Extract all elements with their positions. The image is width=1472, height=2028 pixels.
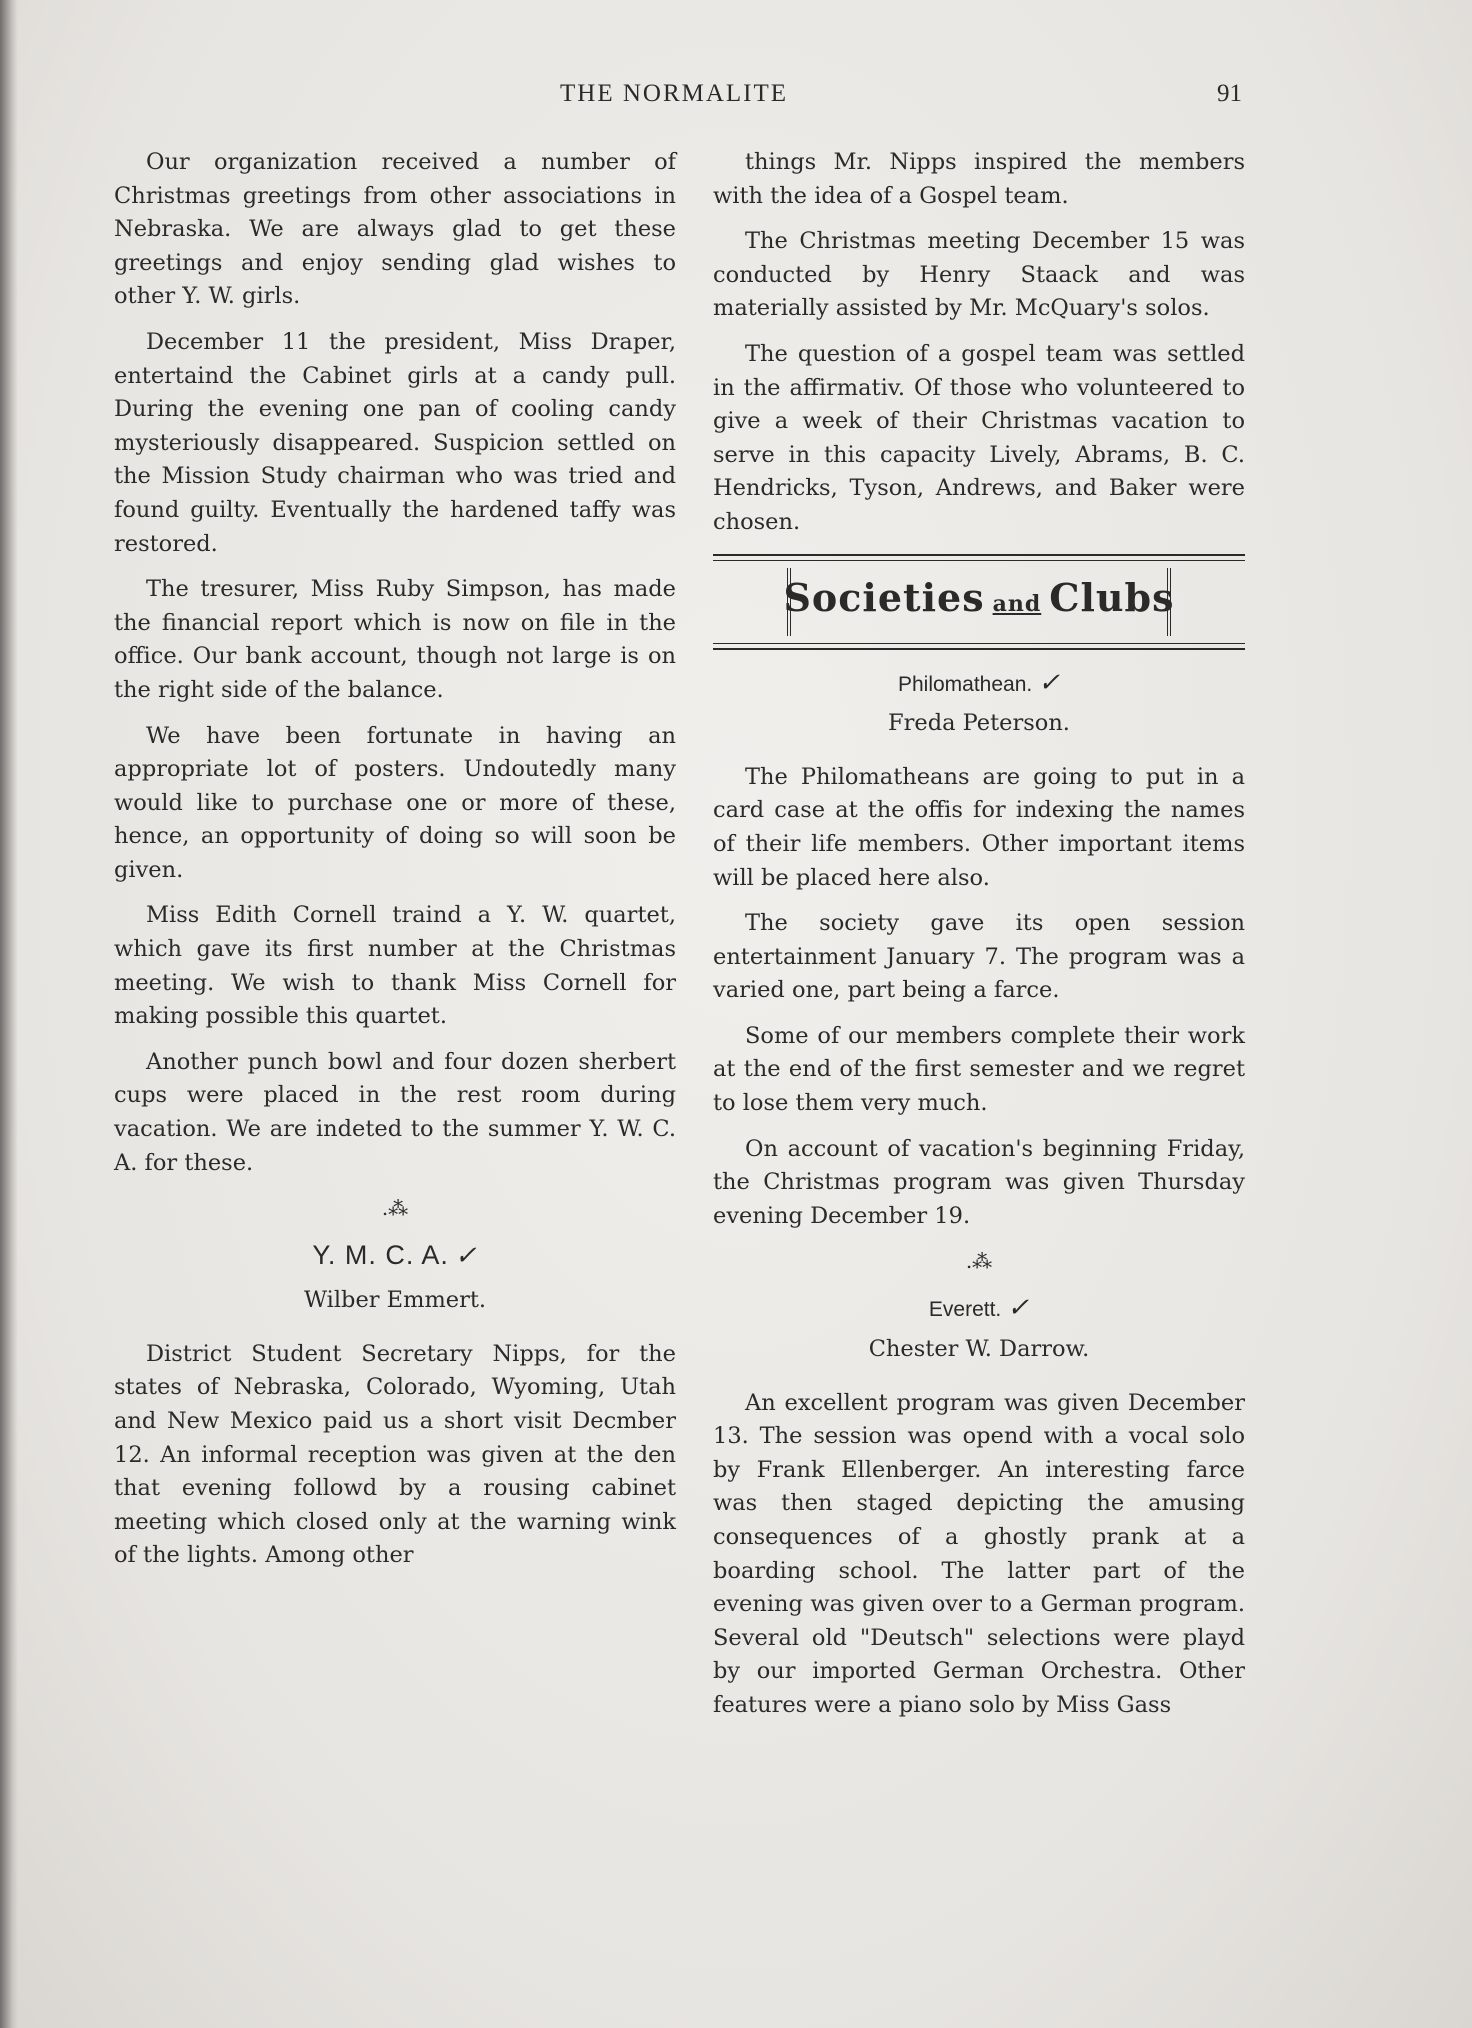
left-column [114,146,676,1585]
publication-title: THE NORMALITE [560,80,789,107]
paragraph: things Mr. Nipps inspired the members with the idea of a Gospel team. [713,149,1245,209]
banner-rule [713,643,1245,644]
banner-box [783,568,1175,636]
banner-rule [713,648,1245,650]
paragraph: District Student Secretary Nipps, for the states of Nebraska, Colorado, Wyoming, Utah and New Mexico paid us a short visit Decmber 12. An informal reception was given at the den that evening followd by a rousing cabinet meeting which closed only at the warning wink of the lights. Among other [114,1340,676,1569]
banner-rule [713,554,1245,556]
paragraph: The society gave its open session entertainment January 7. The program was a varied one, part being a farce. [713,910,1245,1004]
paragraph: An excellent program was given December 13. The session was opend with a vocal solo by Frank Ellenberger. An interesting farce was then staged depicting the amusing consequences of a ghostly prank at a boarding school. The latter part of the evening was given over to a German program. Several old "Deutsch" selections were playd by our imported German Orchestra. Other features were a piano solo by Miss Gass [713,1389,1245,1718]
checkmark-icon: ✓ [454,1240,478,1271]
ymca-heading-text: Y. M. C. A. [312,1240,449,1271]
section-separator-ornament: .⁂ [965,1249,993,1274]
everett-heading-text: Everett. [928,1298,1002,1322]
ymca-byline: Wilber Emmert. [303,1287,487,1314]
banner-rule [713,560,1245,561]
page-binding-shadow [0,0,18,2028]
page-number: 91 [1217,80,1242,107]
paragraph: On account of vacation's beginning Friday, the Christmas program was given Thursday evening December 19. [713,1135,1245,1229]
banner-word-clubs: Clubs [1049,575,1175,621]
section-separator-ornament: .⁂ [381,1196,409,1221]
checkmark-icon: ✓ [1038,666,1061,697]
page-header [0,80,1472,114]
paragraph: Miss Edith Cornell traind a Y. W. quartet, which gave its first number at the Christmas meeting. We wish to thank Miss Cornell for making possible this quartet. [114,902,676,1030]
paragraph: The tresurer, Miss Ruby Simpson, has made the financial report which is now on file in the office. Our bank account, though not large is on the right side of the balance. [114,576,676,703]
paragraph: Our organization received a number of Christmas greetings from other associations in Nebraska. We are always glad to get these greetings and enjoy sending glad wishes to other Y. W. girls. [114,149,676,310]
checkmark-icon: ✓ [1007,1292,1030,1323]
banner-word-and: and [992,591,1042,618]
paragraph: The Christmas meeting December 15 was conducted by Henry Staack and was materially assisted by Mr. McQuary's solos. [713,228,1245,322]
paragraph: We have been fortunate in having an appropriate lot of posters. Undoutedly many would like to purchase one or more of these, hence, an opportunity of doing so will soon be given. [114,722,676,883]
paragraph: The question of a gospel team was settled in the affirmativ. Of those who volunteered to give a week of their Christmas vacation to serve in this capacity Lively, Abrams, B. C. Hendricks, Tyson, Andrews, and Baker were chosen. [713,340,1245,535]
banner-title [783,575,1175,622]
paragraph: Another punch bowl and four dozen sherbert cups were placed in the rest room during vacation. We are indeted to the summer Y. W. C. A. for these. [114,1048,676,1176]
banner-word-societies: Societies [783,575,985,621]
societies-and-clubs-banner [713,554,1245,650]
everett-byline: Chester W. Darrow. [868,1336,1090,1363]
paragraph: December 11 the president, Miss Draper, entertaind the Cabinet girls at a candy pull. During the evening one pan of cooling candy mysteriously disappeared. Suspicion settled on the Mission Study chairman who was tried and found guilty. Eventually the hardened taffy was restored. [114,328,676,557]
right-column [713,146,1245,1735]
philomathean-heading-text: Philomathean. [897,672,1033,696]
ymca-heading [114,1238,676,1272]
paragraph: Some of our members complete their work at the end of the first semester and we regret to lose them very much. [713,1022,1245,1117]
paragraph: The Philomatheans are going to put in a card case at the offis for indexing the names of their life members. Other important items will be placed here also. [713,763,1245,891]
philomathean-heading [713,666,1245,702]
everett-heading [713,1291,1245,1327]
philomathean-byline: Freda Peterson. [888,710,1070,737]
